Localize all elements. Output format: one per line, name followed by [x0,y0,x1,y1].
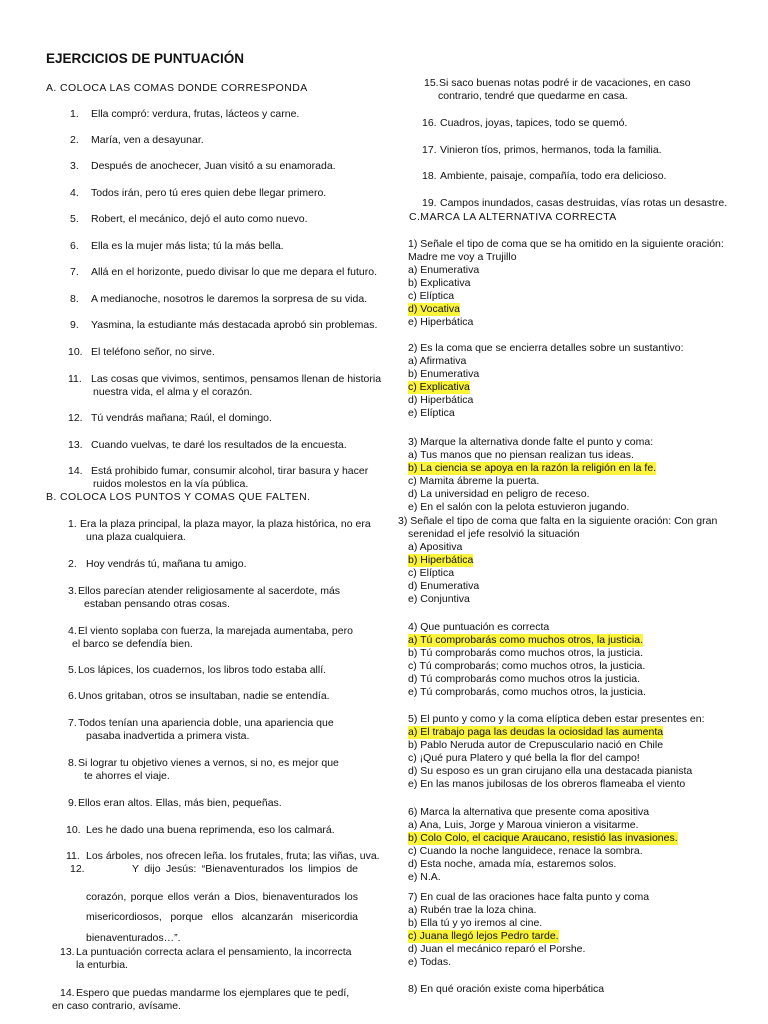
option-highlighted: b) Colo Colo, el cacique Araucano, resistió las invasiones. [408,832,678,844]
exercise-text: Yasmina, la estudiante más destacada aprobó sin problemas. [91,319,378,331]
item-number: 13. [68,439,83,451]
exercise-text: pasaba inadvertida a primera vista. [86,730,250,742]
exercise-text: Las cosas que vivimos, sentimos, pensamos llenan de historia [91,373,382,385]
exercise-text: Allá en el horizonte, puedo divisar lo que me depara el futuro. [91,266,378,278]
item-number: 10. [68,346,83,358]
exercise-text: te ahorres el viaje. [84,770,170,782]
item-number: 14. [60,987,75,999]
exercise-text: una plaza cualquiera. [86,531,186,543]
section-b-heading: B. COLOCA LOS PUNTOS Y COMAS QUE FALTEN. [46,491,311,503]
item-number: 18. [422,170,437,182]
section-a-heading: A. COLOCA LAS COMAS DONDE CORRESPONDA [46,82,308,94]
exercise-text: Todos irán, pero tú eres quien debe llegar primero. [91,187,327,199]
exercise-text: María, ven a desayunar. [91,134,204,146]
item-number: 12. [70,863,85,875]
exercise-text: Cuando vuelvas, te daré los resultados de la encuesta. [91,439,347,451]
item-number: 12. [68,412,83,424]
item-number: 13. [60,946,75,958]
option: e) En las manos jubilosas de los obreros flameaba el viento [408,778,686,790]
exercise-text: Robert, el mecánico, dejó el auto como nuevo. [91,213,308,225]
exercise-text: bienaventurados…”. [86,931,181,944]
exercise-text: Ellos eran altos. Ellas, más bien, pequeñas. [78,797,282,809]
exercise-text: Está prohibido fumar, consumir alcohol, tirar basura y hacer [91,465,369,477]
question-text: 2) Es la coma que se encierra detalles sobre un sustantivo: [408,342,684,354]
item-number: 1. [68,518,77,530]
question-text: 1) Señale el tipo de coma que se ha omitido en la siguiente oración: [408,238,724,250]
option: b) Tú comprobarás como muchos otros, la justicia. [408,647,643,659]
option: a) Ana, Luis, Jorge y Maroua vinieron a visitarme. [408,819,639,831]
exercise-text: Ambiente, paisaje, compañía, todo era delicioso. [440,170,667,182]
exercise-text: Tú vendrás mañana; Raúl, el domingo. [91,412,272,424]
exercise-text: Hoy vendrás tú, mañana tu amigo. [86,558,247,570]
exercise-text: Les he dado una buena reprimenda, eso los calmará. [86,824,335,836]
section-c-heading: C.MARCA LA ALTERNATIVA CORRECTA [409,211,617,223]
item-number: 10. [66,824,81,836]
option: d) Juan el mecánico reparó el Porshe. [408,943,586,955]
item-number: 5. [70,213,79,225]
option: a) Rubén trae la loza china. [408,904,537,916]
exercise-text: Los árboles, nos ofrecen leña. los frutales, fruta; las viñas, uva. [86,850,380,862]
exercise-text: contrario, tendré que quedarme en casa. [438,90,628,102]
option: a) Apositiva [408,541,463,553]
question-text: serenidad el jefe resolvió la situación [408,528,580,540]
option: c) Cuando la noche languidece, renace la sombra. [408,845,643,857]
option: b) Pablo Neruda autor de Crepusculario nació en Chile [408,739,664,751]
option-highlighted: d) Vocativa [408,303,460,315]
exercise-text: corazón, porque ellos verán a Dios, bienaventurados los [86,890,358,903]
option: d) Su esposo es un gran cirujano ella una destacada pianista [408,765,693,777]
option: e) Conjuntiva [408,593,470,605]
question-text: 6) Marca la alternativa que presente coma apositiva [408,806,650,818]
option: c) Elíptica [408,290,455,302]
option-highlighted: b) La ciencia se apoya en la razón la religión en la fe. [408,462,657,474]
option-highlighted: a) El trabajo paga las deudas la ociosidad las aumenta [408,726,664,738]
item-number: 11. [68,373,82,385]
exercise-text: ruidos molestos en la vía pública. [93,478,249,490]
exercise-text: Si lograr tu objetivo vienes a vernos, si no, es mejor que [78,757,339,769]
question-text: Madre me voy a Trujillo [408,251,517,263]
exercise-text: misericordiosos, porque ellos alcanzarán misericordia [86,911,358,923]
option: e) N.A. [408,871,441,883]
exercise-text: Vinieron tíos, primos, hermanos, toda la familia. [440,144,662,156]
question-text: 8) En qué oración existe coma hiperbática [408,983,605,995]
option: d) La universidad en peligro de receso. [408,488,590,500]
item-number: 9. [70,319,79,331]
exercise-text: el barco se defendía bien. [72,638,193,650]
item-number: 15. [424,77,439,89]
exercise-text: Después de anochecer, Juan visitó a su enamorada. [91,160,336,172]
exercise-text: nuestra vida, el alma y el corazón. [93,386,253,398]
exercise-text: Y dijo Jesús: “Bienaventurados los limpios de [132,863,358,875]
question-text: 3) Marque la alternativa donde falte el punto y coma: [408,436,654,448]
exercise-text: Todos tenían una apariencia doble, una apariencia que [78,717,334,729]
item-number: 14. [68,465,83,477]
item-number: 7. [70,266,79,278]
item-number: 9. [68,797,77,809]
item-number: 17. [422,144,437,156]
option: d) Tú comprobarás como muchos otros la justicia. [408,673,641,685]
option: d) Esta noche, amada mía, estaremos solos. [408,858,617,870]
exercise-text: El teléfono señor, no sirve. [91,346,215,358]
item-number: 11. [66,850,80,862]
exercise-text: A medianoche, nosotros le daremos la sorpresa de su vida. [91,293,368,305]
option: d) Enumerativa [408,580,480,592]
exercise-text: Si saco buenas notas podré ir de vacaciones, en caso [439,77,691,89]
option: a) Tus manos que no piensan realizan tus ideas. [408,449,634,461]
option: e) Hiperbática [408,316,474,328]
item-number: 2. [68,558,77,570]
option: c) Tú comprobarás; como muchos otros, la justicia. [408,660,646,672]
item-number: 1. [70,108,79,120]
option: e) Elíptica [408,407,455,419]
option-highlighted: a) Tú comprobarás como muchos otros, la justicia. [408,634,643,646]
option: b) Enumerativa [408,368,480,380]
option-highlighted: c) Juana llegó lejos Pedro tarde. [408,930,559,942]
item-number: 16. [422,117,437,129]
item-number: 8. [70,293,79,305]
exercise-text: Campos inundados, casas destruidas, vías rotas un desastre. [440,197,728,209]
item-number: 2. [70,134,79,146]
option: a) Afirmativa [408,355,467,367]
item-number: 3. [70,160,79,172]
question-text: 5) El punto y como y la coma elíptica deben estar presentes en: [408,713,705,725]
item-number: 7. [68,717,77,729]
question-text: 3) Señale el tipo de coma que falta en la siguiente oración: Con gran [398,515,718,527]
exercise-text: Unos gritaban, otros se insultaban, nadie se entendía. [78,690,330,702]
exercise-text: estaban pensando otras cosas. [84,598,230,610]
option: c) Elíptica [408,567,455,579]
exercise-text: Ellos parecían atender religiosamente al sacerdote, más [78,585,341,597]
option: e) Tú comprobarás, como muchos otros, la justicia. [408,686,646,698]
item-number: 5. [68,664,77,676]
exercise-text: Los lápices, los cuadernos, los libros todo estaba allí. [78,664,327,676]
exercise-text: en caso contrario, avísame. [52,1000,181,1012]
exercise-text: Ella compró: verdura, frutas, lácteos y carne. [91,108,300,120]
option: e) Todas. [408,956,451,968]
option-highlighted: b) Hiperbática [408,554,474,566]
item-number: 4. [68,625,77,637]
item-number: 6. [70,240,79,252]
exercise-text: Espero que puedas mandarme los ejemplares que te pedí, [76,987,350,999]
item-number: 8. [68,757,77,769]
page-title: EJERCICIOS DE PUNTUACIÓN [46,51,245,66]
option: c) ¡Qué pura Platero y qué bella la flor del campo! [408,752,640,764]
exercise-text: Era la plaza principal, la plaza mayor, la plaza histórica, no era [80,518,371,530]
item-number: 4. [70,187,79,199]
option-highlighted: c) Explicativa [408,381,470,393]
option: d) Hiperbática [408,394,474,406]
question-text: 7) En cual de las oraciones hace falta punto y coma [408,891,650,903]
option: b) Ella tú y yo iremos al cine. [408,917,543,929]
item-number: 6. [68,690,77,702]
exercise-text: La puntuación correcta aclara el pensamiento, la incorrecta [76,946,352,958]
item-number: 3. [68,585,77,597]
option: a) Enumerativa [408,264,480,276]
exercise-text: El viento soplaba con fuerza, la marejada aumentaba, pero [78,625,353,637]
question-text: 4) Que puntuación es correcta [408,621,550,633]
exercise-text: Cuadros, joyas, tapices, todo se quemó. [440,117,628,129]
exercise-text: Ella es la mujer más lista; tú la más bella. [91,240,284,252]
option: b) Explicativa [408,277,471,289]
option: c) Mamita ábreme la puerta. [408,475,540,487]
item-number: 19. [422,197,437,209]
exercise-text: la enturbia. [76,959,128,971]
option: e) En el salón con la pelota estuvieron jugando. [408,501,630,513]
